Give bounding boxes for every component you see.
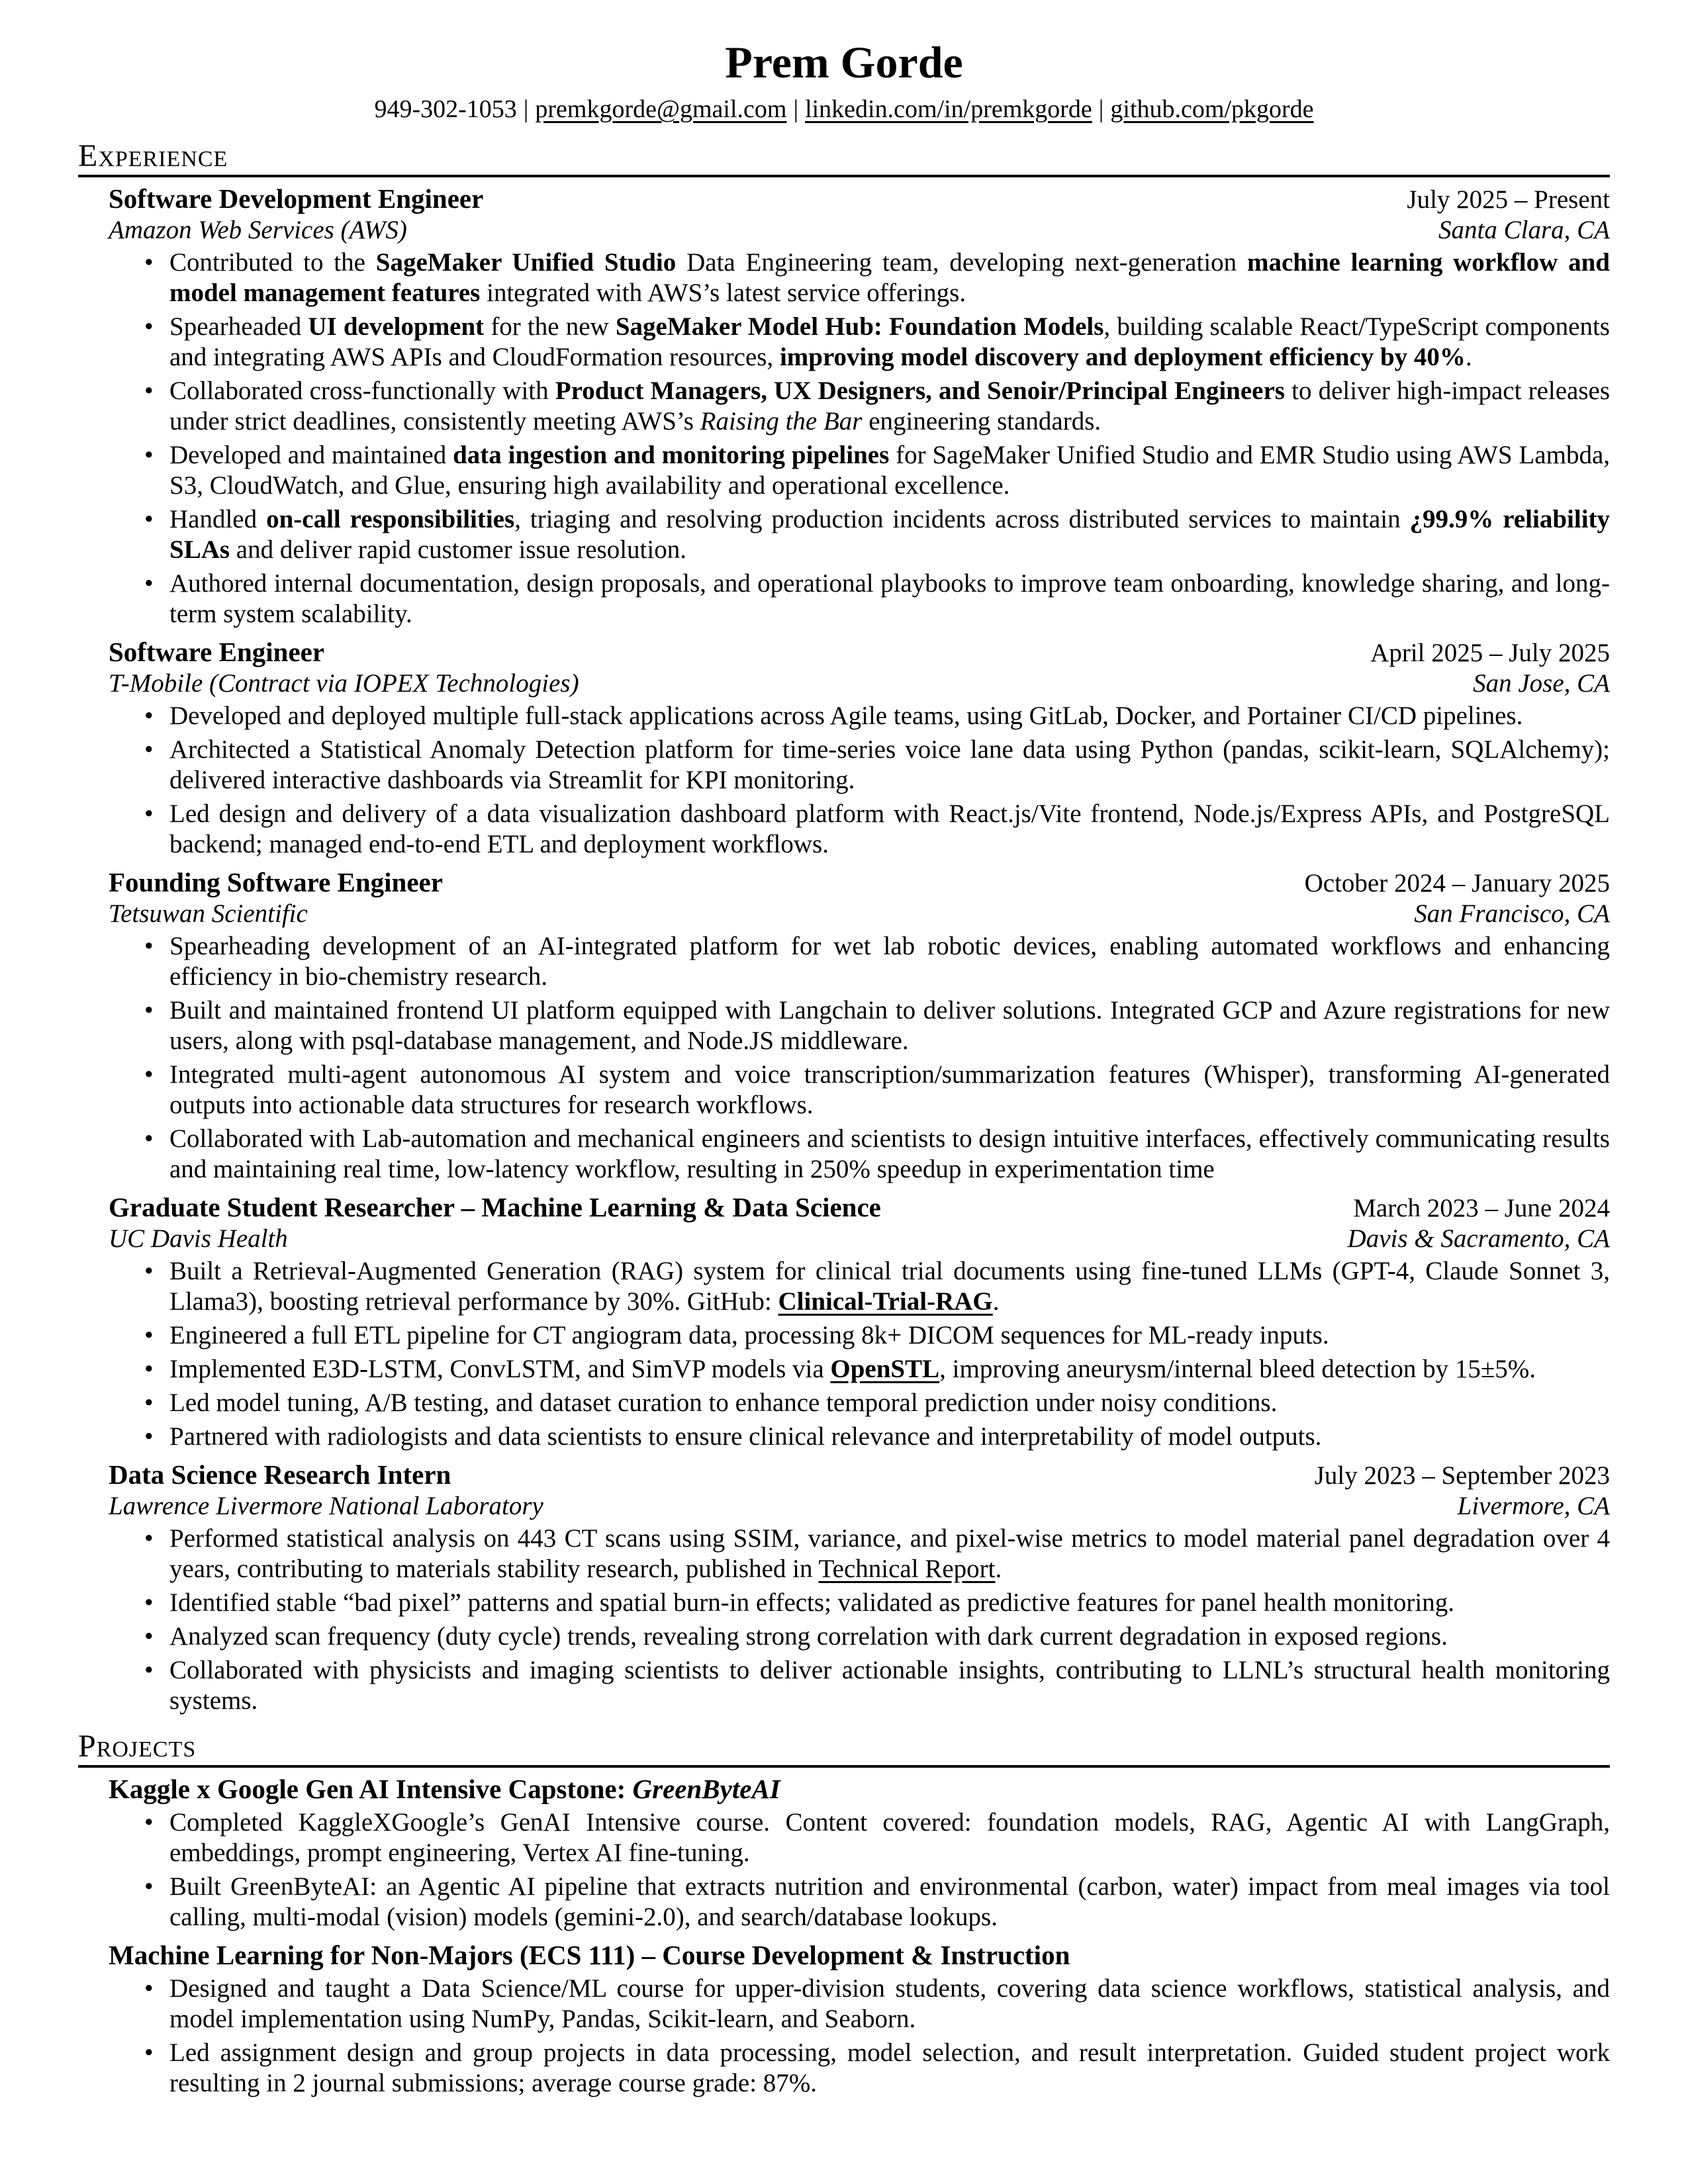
- text-segment: and deliver rapid customer issue resolution.: [230, 535, 686, 564]
- text-segment: Implemented E3D-LSTM, ConvLSTM, and SimVP models via: [169, 1355, 831, 1383]
- text-segment: , building scalable React/TypeScript components and integrating AWS APIs and CloudFormation resources,: [169, 312, 1610, 371]
- text-segment: integrated with AWS’s latest service offerings.: [480, 279, 966, 307]
- bullet-list: [109, 931, 1610, 1185]
- text-segment: Contributed to the: [169, 248, 376, 277]
- text-segment: Handled: [169, 505, 267, 533]
- bullet-item: [169, 1524, 1610, 1584]
- text-segment: on-call responsibilities: [266, 505, 515, 533]
- text-segment: Founding Software Engineer: [109, 867, 443, 897]
- bullet-item: [169, 248, 1610, 308]
- entry-location: Livermore, CA: [1457, 1492, 1610, 1520]
- bullet-item: [169, 1422, 1610, 1452]
- bullet-item: [169, 312, 1610, 373]
- separator: |: [523, 95, 529, 123]
- entry-company: T-Mobile (Contract via IOPEX Technologies): [109, 669, 579, 698]
- github-link[interactable]: github.com/pkgorde: [1110, 95, 1314, 123]
- text-segment: , improving aneurysm/internal bleed detection by 15±5%.: [939, 1355, 1536, 1383]
- bullet-item: [169, 1320, 1610, 1351]
- bullet-item: [169, 376, 1610, 437]
- bullet-list: [109, 1524, 1610, 1716]
- bullet-item: [169, 701, 1610, 731]
- text-segment: Performed statistical analysis on 443 CT scans using SSIM, variance, and pixel-wise metrics to model material panel degradation over 4 years, contributing to materials stability research, published in: [169, 1524, 1610, 1583]
- bullet-item: [169, 1807, 1610, 1868]
- text-segment: GreenByteAI: [632, 1774, 780, 1804]
- text-segment: SageMaker Model Hub: Foundation Models: [615, 312, 1104, 341]
- entry-header-row: [109, 1191, 1610, 1224]
- entry-title: [109, 1939, 1070, 1971]
- text-segment: Raising the Bar: [700, 407, 863, 435]
- bullet-list: [109, 1974, 1610, 2099]
- text-segment: Collaborated cross-functionally with: [169, 377, 555, 405]
- text-segment: Led model tuning, A/B testing, and dataset curation to enhance temporal prediction under noisy conditions.: [169, 1388, 1278, 1417]
- text-segment: Led design and delivery of a data visualization dashboard platform with React.js/Vite frontend, Node.js/Express APIs, and PostgreSQL backend; managed end-to-end ETL and deployment workflows.: [169, 799, 1610, 858]
- text-segment: Developed and deployed multiple full-stack applications across Agile teams, using GitLab, Docker, and Portainer CI/CD pipelines.: [169, 702, 1523, 730]
- entry: [109, 183, 1610, 629]
- inline-link[interactable]: Technical Report: [818, 1555, 996, 1583]
- entry-date: October 2024 – January 2025: [1304, 869, 1610, 897]
- separator: |: [793, 95, 799, 123]
- entry-location: Santa Clara, CA: [1438, 216, 1610, 244]
- entry-company: UC Davis Health: [109, 1224, 288, 1253]
- bullet-item: [169, 2038, 1610, 2099]
- text-segment: Architected a Statistical Anomaly Detection platform for time-series voice lane data using Python (pandas, scikit-learn, SQLAlchemy); delivered interactive dashboards via Streamlit for KPI monitoring.: [169, 735, 1610, 794]
- entry-location: San Jose, CA: [1473, 669, 1610, 698]
- bullet-item: [169, 1655, 1610, 1716]
- text-segment: Collaborated with physicists and imaging scientists to deliver actionable insights, contributing to LLNL’s structural health monitoring systems.: [169, 1656, 1610, 1715]
- text-segment: UI development: [308, 312, 485, 341]
- entry-title: [109, 1773, 780, 1805]
- text-segment: , triaging and resolving production incidents across distributed services to maintain: [514, 505, 1410, 533]
- text-segment: improving model discovery and deployment efficiency by 40%: [779, 343, 1466, 371]
- bullet-item: [169, 504, 1610, 565]
- text-segment: .: [992, 1287, 1000, 1316]
- text-segment: Identified stable “bad pixel” patterns and spatial burn-in effects; validated as predictive features for panel health monitoring.: [169, 1588, 1454, 1617]
- entry-header-row: [109, 183, 1610, 216]
- text-segment: Built a Retrieval-Augmented Generation (RAG) system for clinical trial documents using fine-tuned LLMs (GPT-4, Claude Sonnet 3, Llama3), boosting retrieval performance by 30%. GitHub:: [169, 1257, 1610, 1316]
- bullet-item: [169, 1974, 1610, 2034]
- entry: [109, 1939, 1610, 2099]
- entry-location: Davis & Sacramento, CA: [1347, 1224, 1610, 1253]
- entry-date: April 2025 – July 2025: [1370, 639, 1610, 667]
- bullet-item: [169, 569, 1610, 629]
- entry-header-row: [109, 866, 1610, 899]
- text-segment: Completed KaggleXGoogle’s GenAI Intensive course. Content covered: foundation models, RAG, Agentic AI with LangGraph, embeddings, prompt engineering, Vertex AI fine-tuning.: [169, 1808, 1610, 1867]
- inline-link[interactable]: Clinical-Trial-RAG: [778, 1287, 993, 1316]
- text-segment: .: [1465, 343, 1472, 371]
- separator: |: [1098, 95, 1104, 123]
- bullet-list: [109, 1256, 1610, 1452]
- entry: [109, 1773, 1610, 1933]
- linkedin-link[interactable]: linkedin.com/in/premkgorde: [805, 95, 1092, 123]
- entry-date: July 2023 – September 2023: [1314, 1461, 1610, 1490]
- bullet-item: [169, 931, 1610, 992]
- text-segment: Data Engineering team, developing next-generation: [676, 248, 1247, 277]
- text-segment: Partnered with radiologists and data scientists to ensure clinical relevance and interpretability of model outputs.: [169, 1422, 1322, 1451]
- text-segment: Developed and maintained: [169, 441, 453, 469]
- entry-subheader-row: [109, 1492, 1610, 1521]
- bullet-item: [169, 1256, 1610, 1317]
- entry-subheader-row: [109, 216, 1610, 245]
- text-segment: Machine Learning for Non-Majors (ECS 111) – Course Development & Instruction: [109, 1940, 1070, 1970]
- entry: [109, 1459, 1610, 1716]
- bullet-item: [169, 1060, 1610, 1120]
- bullet-item: [169, 1588, 1610, 1618]
- text-segment: Built GreenByteAI: an Agentic AI pipeline that extracts nutrition and environmental (carbon, water) impact from meal images via tool calling, multi-modal (vision) models (gemini-2.0), and search/database lookups.: [169, 1872, 1610, 1931]
- text-segment: Software Development Engineer: [109, 183, 484, 214]
- bullet-list: [109, 1807, 1610, 1933]
- phone-number: 949-302-1053: [374, 95, 517, 123]
- resume-sections: [78, 139, 1610, 2099]
- entry-date: July 2025 – Present: [1407, 185, 1610, 214]
- text-segment: Spearheaded: [169, 312, 308, 341]
- entry-date: March 2023 – June 2024: [1353, 1194, 1610, 1222]
- text-segment: Software Engineer: [109, 637, 325, 667]
- text-segment: to deliver high-impact releases under strict deadlines, consistently meeting AWS’s: [169, 377, 1610, 435]
- text-segment: Product Managers, UX Designers, and Senoir/Principal Engineers: [555, 377, 1285, 405]
- text-segment: for SageMaker Unified Studio and EMR Studio using AWS Lambda, S3, CloudWatch, and Glue, ensuring high availability and operational excellence.: [169, 441, 1611, 500]
- bullet-item: [169, 1124, 1610, 1185]
- section-rule: [78, 1765, 1610, 1768]
- entry-header-row: [109, 1773, 1610, 1805]
- text-segment: Built and maintained frontend UI platform equipped with Langchain to deliver solutions. Integrated GCP and Azure registrations for new users, along with psql-database management, and Node.JS middleware.: [169, 996, 1610, 1055]
- bullet-item: [169, 799, 1610, 860]
- section-projects: [78, 1729, 1610, 2099]
- text-segment: Designed and taught a Data Science/ML course for upper-division students, covering data science workflows, statistical analysis, and model implementation using NumPy, Pandas, Scikit-learn, and Seaborn.: [169, 1974, 1610, 2033]
- entry-subheader-row: [109, 899, 1610, 929]
- entry: [109, 866, 1610, 1185]
- entry: [109, 1191, 1610, 1452]
- entry-company: Amazon Web Services (AWS): [109, 216, 407, 244]
- contact-line: [78, 93, 1610, 126]
- text-segment: Spearheading development of an AI-integrated platform for wet lab robotic devices, enabling automated workflows and enhancing efficiency in bio-chemistry research.: [169, 932, 1610, 991]
- entry: [109, 636, 1610, 860]
- entry-title: [109, 183, 483, 214]
- text-segment: Integrated multi-agent autonomous AI system and voice transcription/summarization features (Whisper), transforming AI-generated outputs into actionable data structures for research workflows.: [169, 1060, 1610, 1119]
- text-segment: Data Science Research Intern: [109, 1459, 451, 1490]
- entry-company: Tetsuwan Scientific: [109, 899, 308, 928]
- section-experience: [78, 139, 1610, 1716]
- bullet-item: [169, 1621, 1610, 1652]
- entry-title: [109, 1459, 451, 1490]
- entry-title: [109, 1191, 881, 1223]
- entry-title: [109, 866, 443, 898]
- entry-title: [109, 636, 324, 668]
- text-segment: SageMaker Unified Studio: [375, 248, 677, 277]
- text-segment: ¿99.9% reliability SLAs: [169, 505, 1611, 564]
- person-name: Prem Gorde: [725, 37, 963, 87]
- email-link[interactable]: premkgorde@gmail.com: [535, 95, 787, 123]
- entry-header-row: [109, 636, 1610, 669]
- text-segment: Led assignment design and group projects in data processing, model selection, and result interpretation. Guided student project work resulting in 2 journal submissions; average course grade: 87%.: [169, 2038, 1610, 2097]
- bullet-item: [169, 1388, 1610, 1418]
- text-segment: for the new: [484, 312, 616, 341]
- section-heading: Experience: [78, 138, 228, 173]
- entry-subheader-row: [109, 669, 1610, 698]
- text-segment: Authored internal documentation, design proposals, and operational playbooks to improve team onboarding, knowledge sharing, and long-term system scalability.: [169, 569, 1610, 628]
- text-segment: .: [995, 1555, 1002, 1583]
- entry-header-row: [109, 1939, 1610, 1971]
- entry-header-row: [109, 1459, 1610, 1492]
- text-segment: engineering standards.: [862, 407, 1102, 435]
- bullet-item: [169, 995, 1610, 1056]
- entry-company: Lawrence Livermore National Laboratory: [109, 1492, 543, 1520]
- text-segment: Kaggle x Google Gen AI Intensive Capstone:: [109, 1774, 633, 1804]
- inline-link[interactable]: OpenSTL: [830, 1355, 940, 1383]
- text-segment: Analyzed scan frequency (duty cycle) trends, revealing strong correlation with dark current degradation in exposed regions.: [169, 1622, 1448, 1651]
- bullet-item: [169, 735, 1610, 796]
- entry-location: San Francisco, CA: [1414, 899, 1610, 928]
- bullet-item: [169, 1872, 1610, 1933]
- bullet-item: [169, 1354, 1610, 1385]
- section-heading: Projects: [78, 1729, 197, 1764]
- text-segment: Collaborated with Lab-automation and mechanical engineers and scientists to design intuitive interfaces, effectively communicating results and maintaining real time, low-latency workflow, resulting in 250% speedup in experimentation time: [169, 1124, 1610, 1183]
- text-segment: Engineered a full ETL pipeline for CT angiogram data, processing 8k+ DICOM sequences for ML-ready inputs.: [169, 1321, 1329, 1349]
- text-segment: machine learning workflow and model management features: [169, 248, 1610, 307]
- bullet-item: [169, 440, 1610, 501]
- entry-subheader-row: [109, 1224, 1610, 1253]
- bullet-list: [109, 248, 1610, 629]
- bullet-list: [109, 701, 1610, 860]
- text-segment: data ingestion and monitoring pipelines: [453, 441, 890, 469]
- text-segment: Graduate Student Researcher – Machine Learning & Data Science: [109, 1192, 881, 1222]
- section-rule: [78, 175, 1610, 177]
